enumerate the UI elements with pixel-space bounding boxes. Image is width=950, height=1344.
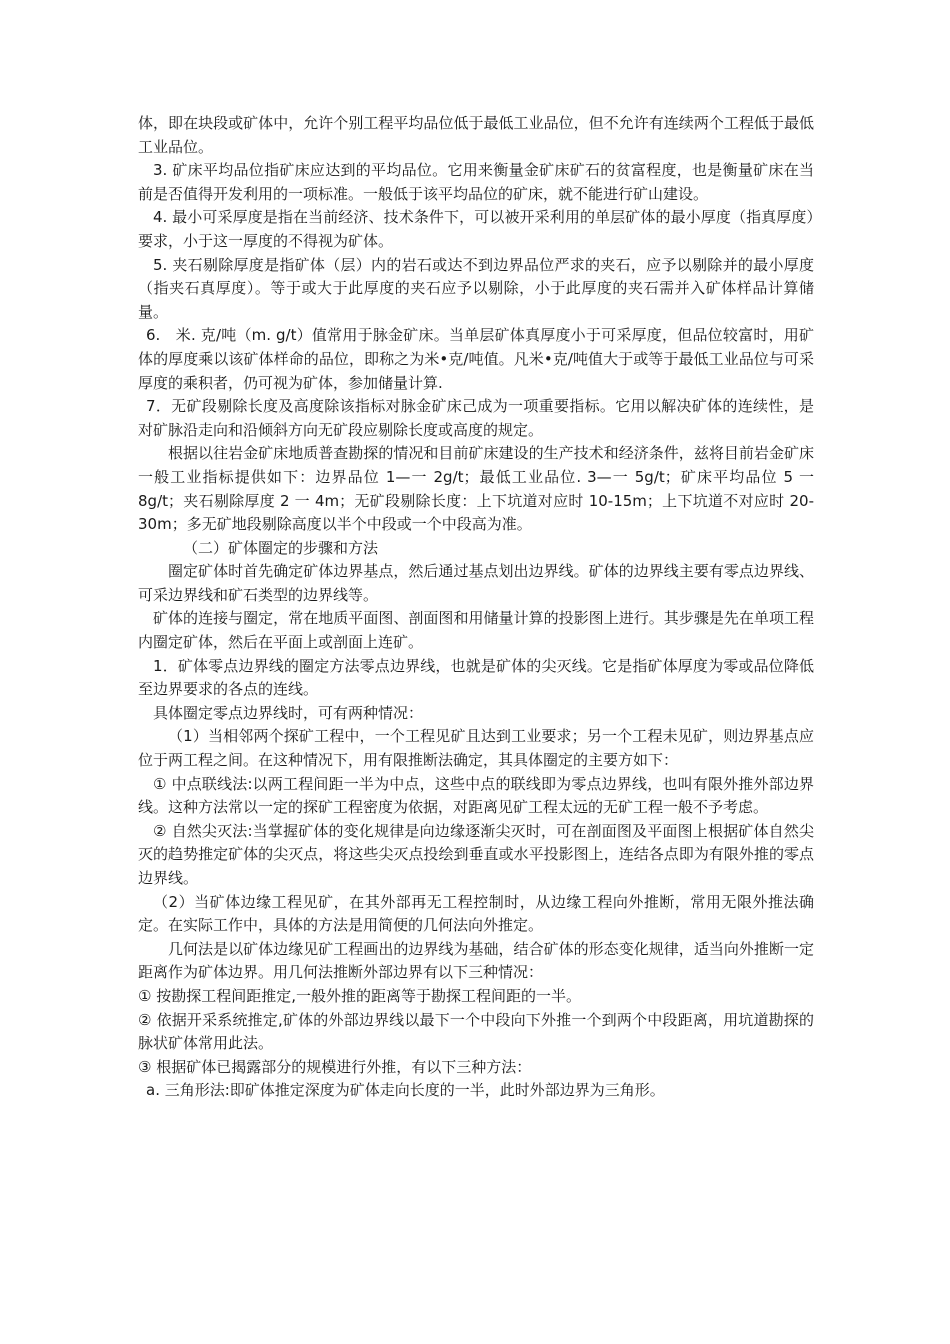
paragraph: （2）当矿体边缘工程见矿，在其外部再无工程控制时，从边缘工程向外推断，常用无限外推法确定。在实际工作中，具体的方法是用简便的几何法向外推定。	[138, 892, 814, 935]
section-heading: （二）矿体圈定的步骤和方法	[183, 538, 379, 557]
paragraph: ① 中点联线法:以两工程间距一半为中点，这些中点的联线即为零点边界线，也叫有限外推外部边界线。这种方法常以一定的探矿工程密度为依据，对距离见矿工程太远的无矿工程一般不予考虑。	[138, 774, 814, 817]
paragraph: 具体圈定零点边界线时，可有两种情况：	[153, 703, 424, 722]
paragraph: 圈定矿体时首先确定矿体边界基点，然后通过基点划出边界线。矿体的边界线主要有零点边界线、可采边界线和矿石类型的边界线等。	[138, 562, 814, 604]
list-item: a. 三角形法:即矿体推定深度为矿体走向长度的一半，此时外部边界为三角形。	[146, 1081, 665, 1100]
list-item: ③ 根据矿体已揭露部分的规模进行外推，有以下三种方法：	[138, 1057, 532, 1076]
paragraph: 几何法是以矿体边缘见矿工程画出的边界线为基础，结合矿体的形态变化规律，适当向外推断一定距离作为矿体边界。用几何法推断外部边界有以下三种情况：	[138, 939, 814, 982]
paragraph: 1．矿体零点边界线的圈定方法零点边界线，也就是矿体的尖灭线。它是指矿体厚度为零或品位降低至边界要求的各点的连线。	[138, 656, 814, 699]
paragraph: 体，即在块段或矿体中，允许个别工程平均品位低于最低工业品位，但不允许有连续两个工程低于最低工业品位。	[138, 114, 814, 156]
paragraph: ② 自然尖灭法:当掌握矿体的变化规律是向边缘逐渐尖灭时，可在剖面图及平面图上根据矿体自然尖灭的趋势推定矿体的尖灭点，将这些尖灭点投绘到垂直或水平投影图上，连结各点即为有限外推的零点边界线。	[138, 821, 814, 887]
paragraph: 4. 最小可采厚度是指在当前经济、技术条件下，可以被开采利用的单层矿体的最小厚度（指真厚度）要求，小于这一厚度的不得视为矿体。	[138, 208, 814, 250]
paragraph: 6. 米. 克/吨（m. g/t）值常用于脉金矿床。当单层矿体真厚度小于可采厚度，但品位较富时，用矿体的厚度乘以该矿体样命的品位，即称之为米•克/吨值。凡米•克/吨值大于或等于最低工业品位与可采厚度的乘积者，仍可视为矿体，参加储量计算.	[138, 326, 814, 392]
document-body	[138, 112, 814, 1103]
paragraph: 矿体的连接与圈定，常在地质平面图、剖面图和用储量计算的投影图上进行。其步骤是先在单项工程内圈定矿体，然后在平面上或剖面上连矿。	[138, 609, 814, 652]
paragraph: 根据以往岩金矿床地质普查勘探的情况和目前矿床建设的生产技术和经济条件，兹将目前岩金矿床一般工业指标提供如下：边界品位 1—一 2g/t；最低工业品位. 3—一 5g/t；矿床平均品位 5 一 8g/t；夹石剔除厚度 2 一 4m；无矿段剔除长度：上下坑道对应时 10-15m；上下坑道不对应时 20-30m；多无矿地段剔除高度以半个中段或一个中段高为准。	[138, 444, 814, 534]
paragraph: 5. 夹石剔除厚度是指矿体（层）内的岩石或达不到边界品位严求的夹石，应予以剔除并的最小厚度（指夹石真厚度）。等于或大于此厚度的夹石应予以剔除，小于此厚度的夹石需并入矿体样品计算储量。	[138, 255, 814, 321]
list-item: ① 按勘探工程间距推定,一般外推的距离等于勘探工程间距的一半。	[138, 986, 581, 1005]
paragraph: 7．无矿段剔除长度及高度除该指标对脉金矿床己成为一项重要指标。它用以解决矿体的连续性，是对矿脉沿走向和沿倾斜方向无矿段应剔除长度或高度的规定。	[138, 397, 814, 439]
paragraph: 3. 矿床平均品位指矿床应达到的平均品位。它用来衡量金矿床矿石的贫富程度，也是衡量矿床在当前是否值得开发利用的一项标准。一般低于该平均品位的矿床，就不能进行矿山建设。	[138, 161, 814, 203]
list-item: ② 依据开采系统推定,矿体的外部边界线以最下一个中段向下外推一个到两个中段距离，用坑道勘探的脉状矿体常用此法。	[138, 1010, 814, 1053]
paragraph: （1）当相邻两个探矿工程中，一个工程见矿且达到工业要求；另一个工程未见矿，则边界基点应位于两工程之间。在这种情况下，用有限推断法确定，其具体圈定的主要方如下：	[138, 727, 814, 770]
